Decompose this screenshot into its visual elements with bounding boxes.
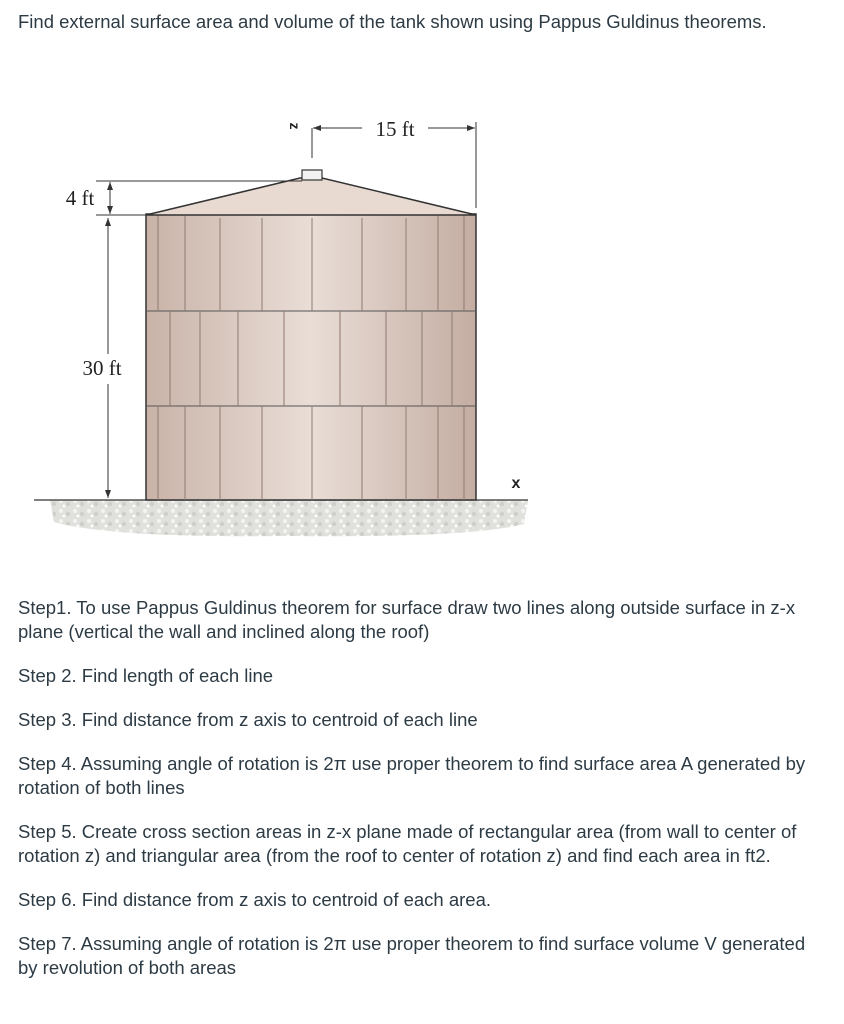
question-prompt: Find external surface area and volume of the tank shown using Pappus Guldinus theorems. [18,11,767,32]
roof-arrow-top [107,182,113,190]
step-1: Step1. To use Pappus Guldinus theorem for surface draw two lines along outside surface in z-x plane (vertical the wall and inclined along the roof) [18,597,796,642]
tank-roof [146,178,476,215]
radius-dim-label: 15 ft [375,117,415,141]
roof-dim-label: 4 ft [65,186,95,210]
tank-wall [146,214,476,500]
wall-arrow-bottom [105,490,111,498]
radius-arrow-right [467,125,475,131]
step-2: Step 2. Find length of each line [18,665,274,686]
roof-arrow-bottom [107,206,113,214]
steps-list [18,596,818,1000]
step-3: Step 3. Find distance from z axis to centroid of each line [18,709,478,730]
tank-diagram [30,108,540,548]
tank-figure [30,108,540,548]
step-5: Step 5. Create cross section areas in z-x plane made of rectangular area (from wall to center of rotation z) and triangular area (from the roof to center of rotation z) and find each area in ft2. [18,821,797,866]
ground [50,500,528,536]
x-axis-label: x [511,475,521,492]
step-4: Step 4. Assuming angle of rotation is 2π use proper theorem to find surface area A generated by rotation of both lines [18,753,806,798]
wall-dim-label: 30 ft [82,356,122,380]
step-7: Step 7. Assuming angle of rotation is 2π use proper theorem to find surface volume V generated by revolution of both areas [18,933,806,978]
z-axis-label: z [287,122,303,130]
roof-vent [302,170,322,180]
radius-arrow-left [313,125,321,131]
wall-arrow-top [105,218,111,226]
step-6: Step 6. Find distance from z axis to centroid of each area. [18,889,492,910]
